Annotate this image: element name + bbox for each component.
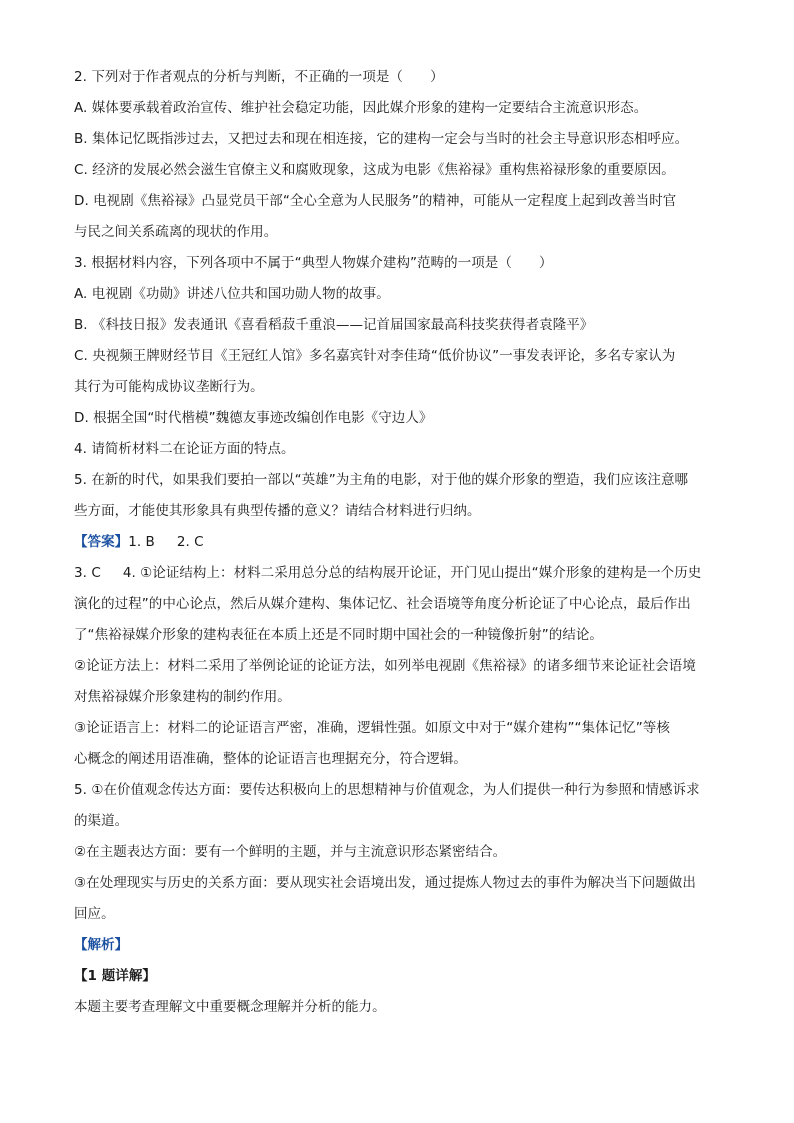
answer-4-line6: ③论证语言上：材料二的论证语言严密，准确，逻辑性强。如原文中对于“媒介建构”“集体记忆”等核 <box>74 720 670 736</box>
q3-option-d: D. 根据全国“时代楷模”魏德友事迹改编创作电影《守边人》 <box>74 410 433 426</box>
q3-option-b: B. 《科技日报》发表通讯《喜看稻菽千重浪——记首届国家最高科技奖获得者袁隆平》 <box>74 317 594 333</box>
q2-option-d-line2: 与民之间关系疏离的现状的作用。 <box>74 224 278 240</box>
answer-5-line3: ②在主题表达方面：要有一个鲜明的主题，并与主流意识形态紧密结合。 <box>74 844 507 860</box>
answer-5-line5: 回应。 <box>74 906 115 922</box>
q4-stem: 4. 请简析材料二在论证方面的特点。 <box>74 441 295 457</box>
q5-stem-line1: 5. 在新的时代，如果我们要拍一部以“英雄”为主角的电影，对于他的媒介形象的塑造，我们应该注意哪 <box>74 472 689 488</box>
analysis-subheading: 【1 题详解】 <box>74 968 156 984</box>
q2-option-b: B. 集体记忆既指涉过去，又把过去和现在相连接，它的建构一定会与当时的社会主导意识形态相呼应。 <box>74 131 689 147</box>
answer-3-4-line1 <box>74 558 728 589</box>
answer-2: 2. C <box>176 534 204 550</box>
q3-option-c-line2: 其行为可能构成协议垄断行为。 <box>74 379 264 395</box>
answer-tag: 【答案】 <box>74 534 129 550</box>
analysis-tag: 【解析】 <box>74 937 129 953</box>
q5-stem-line2: 些方面，才能使其形象具有典型传播的意义？请结合材料进行归纳。 <box>74 503 481 519</box>
answer-line <box>74 527 728 558</box>
answer-4-line1: 4. ①论证结构上：材料二采用总分总的结构展开论证，开门见山提出“媒介形象的建构是一个历史 <box>122 565 702 581</box>
answer-5-line2: 的渠道。 <box>74 813 129 829</box>
q2-option-d-line1: D. 电视剧《焦裕禄》凸显党员干部“全心全意为人民服务”的精神，可能从一定程度上起到改善当时官 <box>74 193 677 209</box>
q2-option-c: C. 经济的发展必然会滋生官僚主义和腐败现象，这成为电影《焦裕禄》重构焦裕禄形象的重要原因。 <box>74 162 675 178</box>
q3-option-a: A. 电视剧《功勋》讲述八位共和国功勋人物的故事。 <box>74 286 390 302</box>
answer-5-line4: ③在处理现实与历史的关系方面：要从现实社会语境出发，通过提炼人物过去的事件为解决当下问题做出 <box>74 875 696 891</box>
answer-4-line3: 了“焦裕禄媒介形象的建构表征在本质上还是不同时期中国社会的一种镜像折射”的结论。 <box>74 627 603 643</box>
answer-1: 1. B <box>128 534 155 550</box>
answer-4-line7: 心概念的阐述用语准确，整体的论证语言也理据充分，符合逻辑。 <box>74 751 467 767</box>
answer-5-line1: 5. ①在价值观念传达方面：要传达积极向上的思想精神与价值观念，为人们提供一种行为参照和情感诉求 <box>74 782 700 798</box>
analysis-body: 本题主要考查理解文中重要概念理解并分析的能力。 <box>74 999 386 1015</box>
q3-option-c-line1: C. 央视频王牌财经节目《王冠红人馆》多名嘉宾针对李佳琦“低价协议”一事发表评论，多名专家认为 <box>74 348 676 364</box>
answer-4-line5: 对焦裕禄媒介形象建构的制约作用。 <box>74 689 291 705</box>
answer-4-line4: ②论证方法上：材料二采用了举例论证的论证方法，如列举电视剧《焦裕禄》的诸多细节来论证社会语境 <box>74 658 696 674</box>
document-content <box>74 62 728 1023</box>
q3-stem: 3. 根据材料内容，下列各项中不属于“典型人物媒介建构”范畴的一项是（ ） <box>74 255 553 271</box>
q2-option-a: A. 媒体要承载着政治宣传、维护社会稳定功能，因此媒介形象的建构一定要结合主流意识形态。 <box>74 100 648 116</box>
answer-3: 3. C <box>74 565 101 581</box>
answer-4-line2: 演化的过程”的中心论点，然后从媒介建构、集体记忆、社会语境等角度分析论证了中心论点，最后作出 <box>74 596 691 612</box>
q2-stem: 2. 下列对于作者观点的分析与判断，不正确的一项是（ ） <box>74 69 444 85</box>
